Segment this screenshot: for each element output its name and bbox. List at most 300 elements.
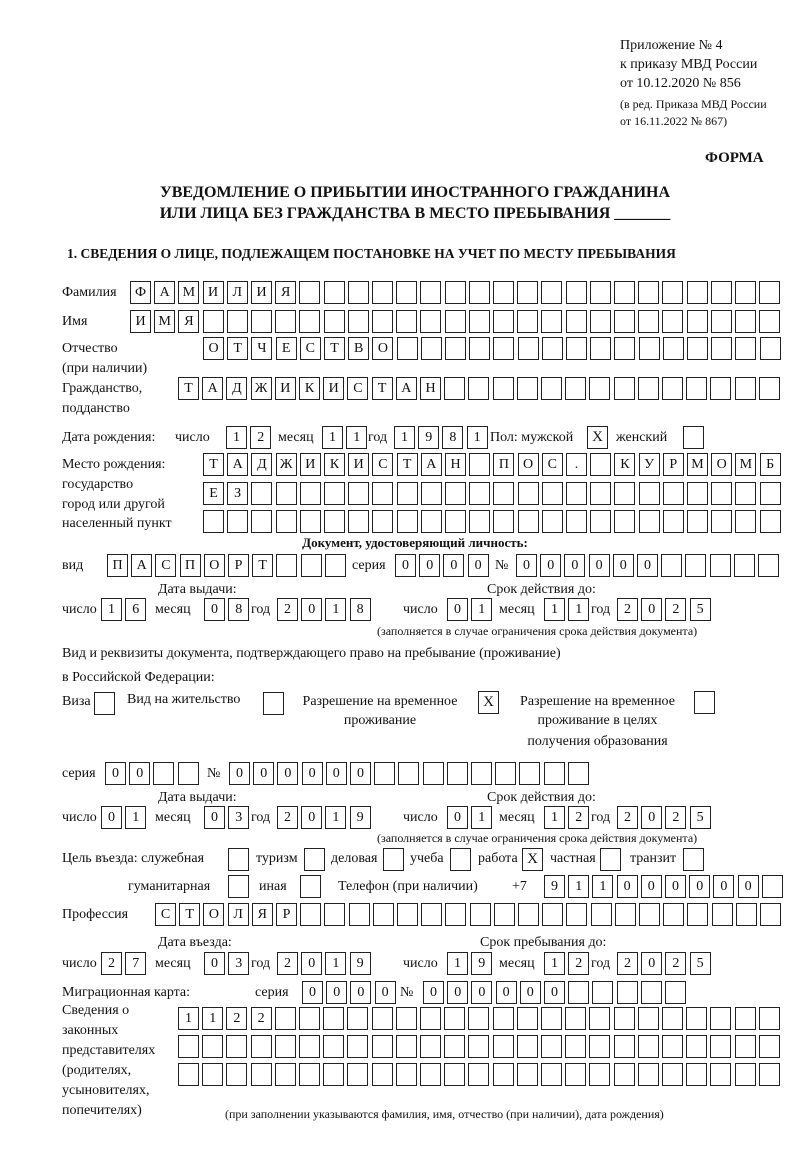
char-cell[interactable] <box>519 762 540 785</box>
char-cell[interactable] <box>735 281 756 304</box>
char-cell[interactable]: Ч <box>251 337 272 360</box>
char-cell[interactable]: О <box>203 903 224 926</box>
char-cell[interactable]: 1 <box>322 426 343 449</box>
char-cell[interactable]: 9 <box>350 952 371 975</box>
char-cell[interactable] <box>760 482 781 505</box>
char-cell[interactable]: М <box>735 453 756 476</box>
char-cell[interactable] <box>396 281 417 304</box>
char-cell[interactable]: О <box>372 337 393 360</box>
char-cell[interactable]: А <box>131 554 152 577</box>
char-cell[interactable] <box>372 310 393 333</box>
char-cell[interactable]: О <box>204 554 225 577</box>
char-cell[interactable] <box>517 1063 538 1086</box>
char-cell[interactable]: К <box>614 453 635 476</box>
char-cell[interactable] <box>759 1035 780 1058</box>
char-cell[interactable]: 0 <box>468 554 489 577</box>
char-cell[interactable] <box>663 482 684 505</box>
char-cell[interactable] <box>396 1063 417 1086</box>
char-cell[interactable] <box>565 377 586 400</box>
char-cell[interactable] <box>566 281 587 304</box>
residence-checkbox[interactable] <box>263 692 284 715</box>
char-cell[interactable] <box>397 510 418 533</box>
char-cell[interactable]: 0 <box>326 981 347 1004</box>
char-cell[interactable] <box>153 762 174 785</box>
char-cell[interactable]: П <box>180 554 201 577</box>
char-cell[interactable]: 0 <box>301 598 322 621</box>
char-cell[interactable]: Т <box>178 377 199 400</box>
char-cell[interactable] <box>687 310 708 333</box>
char-cell[interactable] <box>323 1035 344 1058</box>
char-cell[interactable] <box>662 281 683 304</box>
char-cell[interactable] <box>639 510 660 533</box>
char-cell[interactable]: Б <box>760 453 781 476</box>
trp-education-checkbox[interactable] <box>694 691 715 714</box>
char-cell[interactable]: 0 <box>447 598 468 621</box>
purpose-tourism-checkbox[interactable] <box>304 848 325 871</box>
char-cell[interactable]: 0 <box>516 554 537 577</box>
char-cell[interactable] <box>711 510 732 533</box>
char-cell[interactable] <box>758 554 779 577</box>
char-cell[interactable] <box>589 1035 610 1058</box>
char-cell[interactable] <box>661 554 682 577</box>
char-cell[interactable] <box>712 903 733 926</box>
char-cell[interactable] <box>423 762 444 785</box>
char-cell[interactable]: И <box>323 377 344 400</box>
char-cell[interactable]: 2 <box>277 952 298 975</box>
char-cell[interactable] <box>735 1007 756 1030</box>
char-cell[interactable]: 9 <box>418 426 439 449</box>
char-cell[interactable]: М <box>154 310 175 333</box>
char-cell[interactable]: 0 <box>443 554 464 577</box>
char-cell[interactable] <box>641 981 662 1004</box>
char-cell[interactable]: Н <box>445 453 466 476</box>
char-cell[interactable] <box>589 1063 610 1086</box>
char-cell[interactable]: 0 <box>395 554 416 577</box>
char-cell[interactable] <box>397 482 418 505</box>
char-cell[interactable] <box>759 310 780 333</box>
char-cell[interactable] <box>275 1035 296 1058</box>
char-cell[interactable] <box>493 1063 514 1086</box>
char-cell[interactable] <box>759 1063 780 1086</box>
char-cell[interactable]: 0 <box>101 806 122 829</box>
char-cell[interactable]: 0 <box>641 952 662 975</box>
char-cell[interactable]: 0 <box>302 981 323 1004</box>
char-cell[interactable] <box>566 903 587 926</box>
char-cell[interactable]: 0 <box>204 952 225 975</box>
char-cell[interactable] <box>299 1007 320 1030</box>
char-cell[interactable] <box>347 1063 368 1086</box>
char-cell[interactable] <box>251 1035 272 1058</box>
char-cell[interactable] <box>324 310 345 333</box>
char-cell[interactable] <box>324 510 345 533</box>
char-cell[interactable] <box>734 554 755 577</box>
char-cell[interactable]: С <box>155 903 176 926</box>
char-cell[interactable] <box>420 310 441 333</box>
char-cell[interactable]: 0 <box>447 806 468 829</box>
char-cell[interactable] <box>421 337 442 360</box>
char-cell[interactable] <box>275 1063 296 1086</box>
char-cell[interactable] <box>517 310 538 333</box>
char-cell[interactable] <box>445 310 466 333</box>
char-cell[interactable]: Т <box>324 337 345 360</box>
char-cell[interactable] <box>445 903 466 926</box>
char-cell[interactable] <box>469 482 490 505</box>
char-cell[interactable] <box>736 903 757 926</box>
char-cell[interactable]: К <box>324 453 345 476</box>
char-cell[interactable] <box>614 1007 635 1030</box>
char-cell[interactable] <box>325 554 346 577</box>
char-cell[interactable] <box>662 1007 683 1030</box>
char-cell[interactable]: А <box>227 453 248 476</box>
char-cell[interactable]: 0 <box>665 875 686 898</box>
char-cell[interactable]: И <box>251 281 272 304</box>
purpose-other-checkbox[interactable] <box>300 875 321 898</box>
char-cell[interactable] <box>493 482 514 505</box>
char-cell[interactable] <box>178 1063 199 1086</box>
char-cell[interactable]: 2 <box>665 598 686 621</box>
char-cell[interactable]: 1 <box>226 426 247 449</box>
char-cell[interactable] <box>493 1035 514 1058</box>
char-cell[interactable] <box>541 377 562 400</box>
char-cell[interactable] <box>493 310 514 333</box>
char-cell[interactable] <box>444 1063 465 1086</box>
char-cell[interactable]: 0 <box>277 762 298 785</box>
char-cell[interactable] <box>420 1007 441 1030</box>
char-cell[interactable] <box>687 337 708 360</box>
char-cell[interactable]: 9 <box>544 875 565 898</box>
char-cell[interactable] <box>447 762 468 785</box>
char-cell[interactable] <box>590 310 611 333</box>
char-cell[interactable] <box>662 1063 683 1086</box>
char-cell[interactable] <box>591 903 612 926</box>
char-cell[interactable]: Р <box>228 554 249 577</box>
char-cell[interactable] <box>468 1007 489 1030</box>
char-cell[interactable] <box>421 903 442 926</box>
char-cell[interactable] <box>762 875 783 898</box>
sex-female-checkbox[interactable] <box>683 426 704 449</box>
char-cell[interactable]: О <box>518 453 539 476</box>
char-cell[interactable] <box>735 482 756 505</box>
char-cell[interactable] <box>590 337 611 360</box>
char-cell[interactable] <box>348 281 369 304</box>
char-cell[interactable] <box>493 1007 514 1030</box>
char-cell[interactable] <box>518 510 539 533</box>
char-cell[interactable] <box>202 1063 223 1086</box>
char-cell[interactable] <box>614 482 635 505</box>
char-cell[interactable]: 0 <box>496 981 517 1004</box>
char-cell[interactable] <box>396 310 417 333</box>
char-cell[interactable] <box>735 1035 756 1058</box>
char-cell[interactable] <box>663 337 684 360</box>
char-cell[interactable]: 1 <box>471 598 492 621</box>
char-cell[interactable] <box>469 281 490 304</box>
char-cell[interactable]: 5 <box>690 598 711 621</box>
char-cell[interactable]: 0 <box>713 875 734 898</box>
char-cell[interactable]: Т <box>372 377 393 400</box>
char-cell[interactable] <box>227 510 248 533</box>
char-cell[interactable] <box>617 981 638 1004</box>
char-cell[interactable]: В <box>348 337 369 360</box>
char-cell[interactable]: 2 <box>665 952 686 975</box>
char-cell[interactable]: . <box>566 453 587 476</box>
purpose-private-checkbox[interactable] <box>600 848 621 871</box>
char-cell[interactable]: 0 <box>641 875 662 898</box>
char-cell[interactable] <box>445 337 466 360</box>
char-cell[interactable] <box>518 482 539 505</box>
char-cell[interactable] <box>663 510 684 533</box>
char-cell[interactable] <box>445 482 466 505</box>
sex-male-checkbox[interactable]: X <box>587 426 608 449</box>
char-cell[interactable]: 0 <box>350 762 371 785</box>
char-cell[interactable] <box>544 762 565 785</box>
char-cell[interactable]: У <box>639 453 660 476</box>
char-cell[interactable] <box>276 482 297 505</box>
char-cell[interactable] <box>468 377 489 400</box>
char-cell[interactable] <box>686 1007 707 1030</box>
char-cell[interactable]: 0 <box>350 981 371 1004</box>
char-cell[interactable] <box>372 510 393 533</box>
char-cell[interactable] <box>541 1007 562 1030</box>
char-cell[interactable]: 0 <box>447 981 468 1004</box>
char-cell[interactable]: 0 <box>129 762 150 785</box>
char-cell[interactable]: 8 <box>442 426 463 449</box>
char-cell[interactable] <box>468 1063 489 1086</box>
char-cell[interactable] <box>420 1063 441 1086</box>
char-cell[interactable]: 2 <box>665 806 686 829</box>
char-cell[interactable] <box>638 377 659 400</box>
char-cell[interactable] <box>614 1063 635 1086</box>
char-cell[interactable]: С <box>372 453 393 476</box>
char-cell[interactable]: А <box>202 377 223 400</box>
char-cell[interactable]: Т <box>203 453 224 476</box>
char-cell[interactable]: Р <box>663 453 684 476</box>
char-cell[interactable] <box>638 310 659 333</box>
char-cell[interactable] <box>203 510 224 533</box>
char-cell[interactable] <box>372 1063 393 1086</box>
char-cell[interactable]: 1 <box>467 426 488 449</box>
char-cell[interactable]: 1 <box>592 875 613 898</box>
char-cell[interactable] <box>710 1063 731 1086</box>
char-cell[interactable] <box>421 510 442 533</box>
char-cell[interactable] <box>299 281 320 304</box>
char-cell[interactable] <box>444 1035 465 1058</box>
char-cell[interactable] <box>373 903 394 926</box>
char-cell[interactable]: 1 <box>447 952 468 975</box>
char-cell[interactable]: 0 <box>471 981 492 1004</box>
char-cell[interactable]: С <box>300 337 321 360</box>
char-cell[interactable] <box>251 510 272 533</box>
char-cell[interactable]: 1 <box>544 952 565 975</box>
purpose-study-checkbox[interactable] <box>450 848 471 871</box>
char-cell[interactable] <box>710 1035 731 1058</box>
char-cell[interactable]: 0 <box>641 598 662 621</box>
char-cell[interactable] <box>178 1035 199 1058</box>
char-cell[interactable]: 1 <box>101 598 122 621</box>
char-cell[interactable] <box>324 281 345 304</box>
char-cell[interactable] <box>517 377 538 400</box>
char-cell[interactable]: 0 <box>253 762 274 785</box>
char-cell[interactable] <box>493 510 514 533</box>
char-cell[interactable] <box>397 903 418 926</box>
char-cell[interactable] <box>566 337 587 360</box>
char-cell[interactable]: И <box>130 310 151 333</box>
char-cell[interactable]: И <box>300 453 321 476</box>
char-cell[interactable] <box>759 281 780 304</box>
char-cell[interactable]: 0 <box>229 762 250 785</box>
char-cell[interactable]: О <box>711 453 732 476</box>
char-cell[interactable] <box>710 1007 731 1030</box>
char-cell[interactable]: 2 <box>250 426 271 449</box>
char-cell[interactable]: М <box>687 453 708 476</box>
char-cell[interactable]: 2 <box>568 952 589 975</box>
char-cell[interactable] <box>565 1007 586 1030</box>
purpose-official-checkbox[interactable] <box>228 848 249 871</box>
char-cell[interactable]: 0 <box>301 806 322 829</box>
char-cell[interactable] <box>686 377 707 400</box>
char-cell[interactable] <box>348 510 369 533</box>
char-cell[interactable] <box>735 377 756 400</box>
char-cell[interactable] <box>372 1035 393 1058</box>
char-cell[interactable]: 1 <box>346 426 367 449</box>
char-cell[interactable] <box>710 377 731 400</box>
char-cell[interactable] <box>445 510 466 533</box>
char-cell[interactable]: 0 <box>419 554 440 577</box>
char-cell[interactable] <box>517 1007 538 1030</box>
char-cell[interactable]: Е <box>276 337 297 360</box>
char-cell[interactable]: 1 <box>202 1007 223 1030</box>
char-cell[interactable]: Т <box>179 903 200 926</box>
char-cell[interactable] <box>372 482 393 505</box>
char-cell[interactable]: И <box>203 281 224 304</box>
char-cell[interactable] <box>469 310 490 333</box>
char-cell[interactable] <box>542 337 563 360</box>
char-cell[interactable]: 0 <box>326 762 347 785</box>
char-cell[interactable] <box>444 1007 465 1030</box>
char-cell[interactable] <box>300 903 321 926</box>
char-cell[interactable] <box>735 337 756 360</box>
char-cell[interactable]: 2 <box>568 806 589 829</box>
char-cell[interactable] <box>590 281 611 304</box>
char-cell[interactable] <box>348 310 369 333</box>
char-cell[interactable] <box>347 1007 368 1030</box>
char-cell[interactable] <box>348 482 369 505</box>
char-cell[interactable] <box>323 1063 344 1086</box>
char-cell[interactable] <box>495 762 516 785</box>
char-cell[interactable]: 1 <box>325 952 346 975</box>
char-cell[interactable] <box>251 482 272 505</box>
char-cell[interactable]: И <box>275 377 296 400</box>
char-cell[interactable] <box>638 281 659 304</box>
char-cell[interactable]: 1 <box>178 1007 199 1030</box>
char-cell[interactable] <box>685 554 706 577</box>
char-cell[interactable]: 1 <box>325 598 346 621</box>
char-cell[interactable] <box>614 310 635 333</box>
char-cell[interactable] <box>469 510 490 533</box>
char-cell[interactable] <box>299 1063 320 1086</box>
char-cell[interactable]: Ж <box>276 453 297 476</box>
char-cell[interactable]: 7 <box>125 952 146 975</box>
char-cell[interactable] <box>710 554 731 577</box>
char-cell[interactable] <box>324 482 345 505</box>
char-cell[interactable] <box>687 903 708 926</box>
char-cell[interactable] <box>566 510 587 533</box>
char-cell[interactable]: 9 <box>471 952 492 975</box>
char-cell[interactable] <box>565 1063 586 1086</box>
char-cell[interactable] <box>590 453 611 476</box>
char-cell[interactable] <box>178 762 199 785</box>
char-cell[interactable] <box>541 1035 562 1058</box>
char-cell[interactable] <box>760 510 781 533</box>
char-cell[interactable]: 2 <box>101 952 122 975</box>
char-cell[interactable]: 0 <box>689 875 710 898</box>
char-cell[interactable] <box>639 337 660 360</box>
char-cell[interactable] <box>686 1063 707 1086</box>
char-cell[interactable] <box>662 310 683 333</box>
char-cell[interactable]: 2 <box>617 598 638 621</box>
char-cell[interactable] <box>420 281 441 304</box>
char-cell[interactable] <box>275 310 296 333</box>
purpose-business-checkbox[interactable] <box>383 848 404 871</box>
char-cell[interactable] <box>299 1035 320 1058</box>
char-cell[interactable] <box>300 510 321 533</box>
char-cell[interactable] <box>638 1035 659 1058</box>
char-cell[interactable] <box>276 510 297 533</box>
char-cell[interactable] <box>589 1007 610 1030</box>
char-cell[interactable] <box>615 903 636 926</box>
purpose-humanitarian-checkbox[interactable] <box>228 875 249 898</box>
char-cell[interactable]: 0 <box>204 598 225 621</box>
char-cell[interactable] <box>493 377 514 400</box>
char-cell[interactable] <box>398 762 419 785</box>
char-cell[interactable]: 1 <box>544 806 565 829</box>
char-cell[interactable] <box>665 981 686 1004</box>
char-cell[interactable]: 1 <box>544 598 565 621</box>
char-cell[interactable] <box>226 1035 247 1058</box>
char-cell[interactable] <box>735 310 756 333</box>
char-cell[interactable]: Т <box>227 337 248 360</box>
char-cell[interactable]: 0 <box>204 806 225 829</box>
char-cell[interactable]: А <box>396 377 417 400</box>
char-cell[interactable] <box>760 337 781 360</box>
char-cell[interactable] <box>372 281 393 304</box>
char-cell[interactable] <box>517 281 538 304</box>
char-cell[interactable] <box>468 1035 489 1058</box>
char-cell[interactable]: 1 <box>125 806 146 829</box>
char-cell[interactable]: 8 <box>228 598 249 621</box>
char-cell[interactable] <box>590 482 611 505</box>
char-cell[interactable] <box>541 310 562 333</box>
char-cell[interactable]: О <box>203 337 224 360</box>
char-cell[interactable] <box>542 482 563 505</box>
char-cell[interactable] <box>614 337 635 360</box>
char-cell[interactable]: 0 <box>540 554 561 577</box>
char-cell[interactable]: 0 <box>301 952 322 975</box>
char-cell[interactable] <box>566 310 587 333</box>
char-cell[interactable] <box>590 510 611 533</box>
char-cell[interactable]: 0 <box>617 875 638 898</box>
char-cell[interactable] <box>614 1035 635 1058</box>
char-cell[interactable]: 0 <box>613 554 634 577</box>
char-cell[interactable]: З <box>227 482 248 505</box>
trp-checkbox[interactable]: X <box>478 691 499 714</box>
char-cell[interactable]: П <box>107 554 128 577</box>
char-cell[interactable] <box>735 510 756 533</box>
visa-checkbox[interactable] <box>94 692 115 715</box>
char-cell[interactable] <box>541 281 562 304</box>
char-cell[interactable]: 0 <box>375 981 396 1004</box>
char-cell[interactable] <box>589 377 610 400</box>
char-cell[interactable] <box>227 310 248 333</box>
